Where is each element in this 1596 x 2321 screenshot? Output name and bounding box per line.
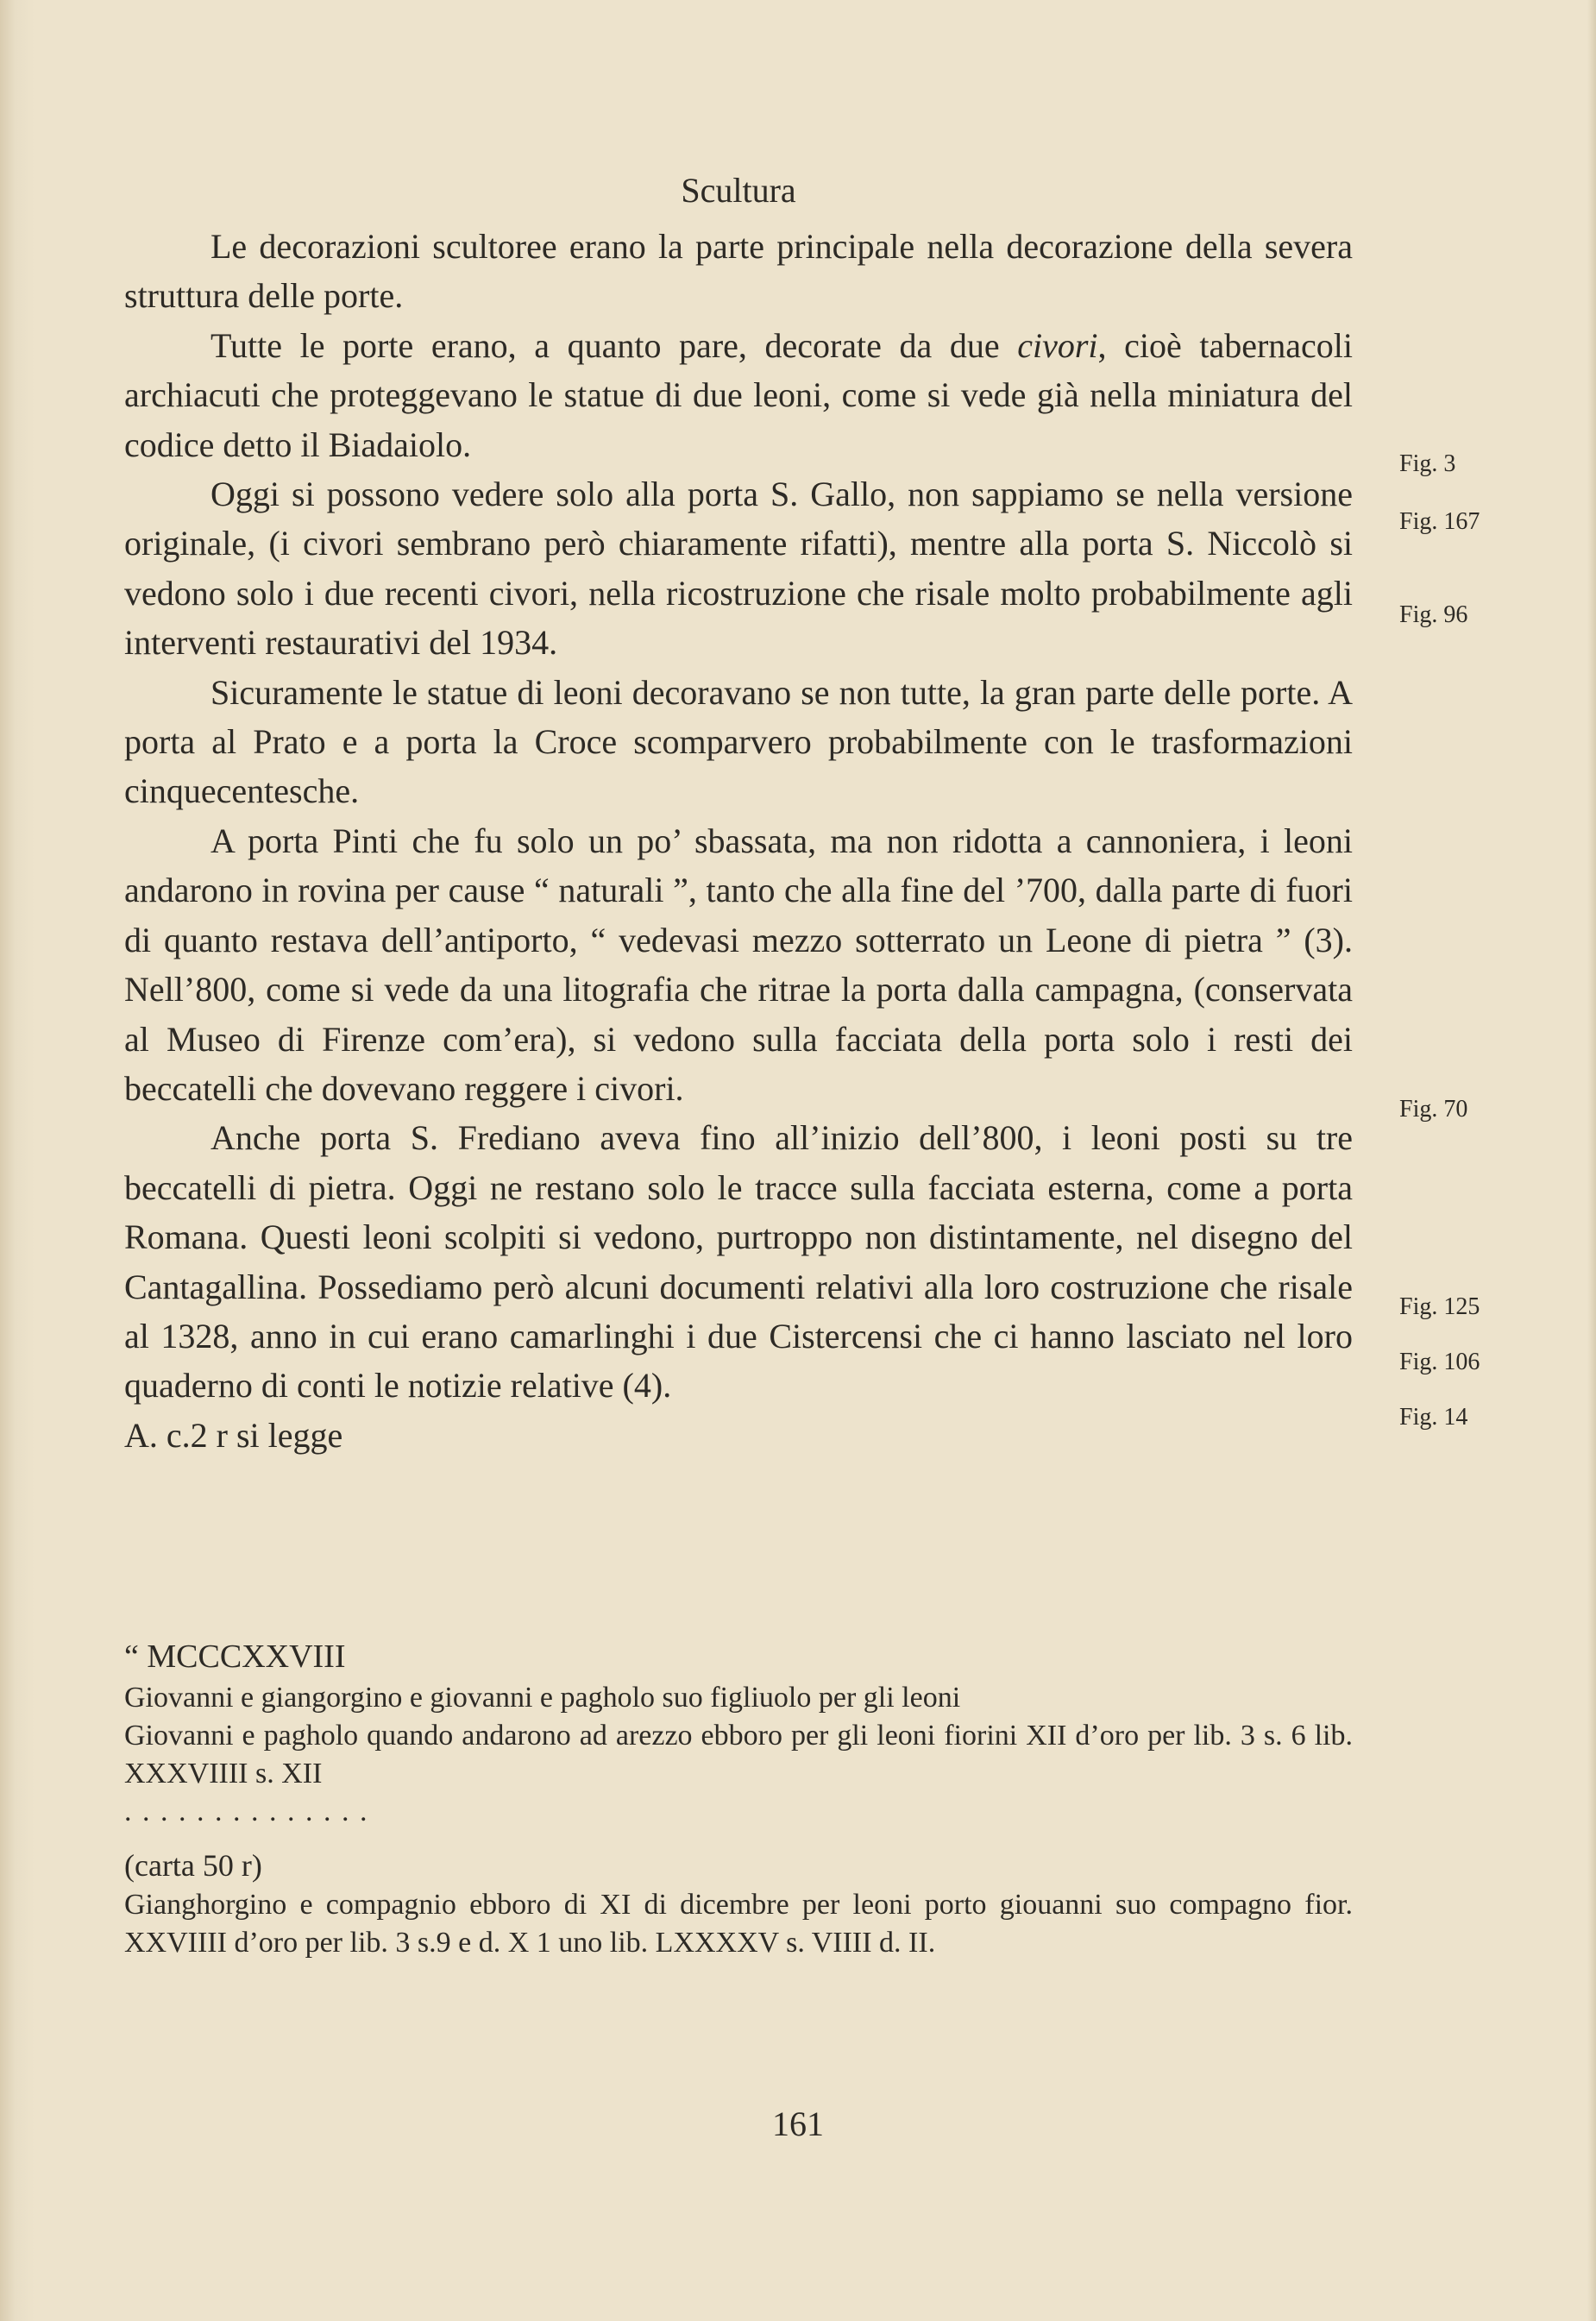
paragraph-6: Anche porta S. Frediano aveva fino all’inizio dell’800, i leoni posti su tre beccatelli di pietra. Oggi ne restano solo le tracce sulla facciata esterna, come a porta Romana. Questi leoni scolpiti si vedono, purtroppo non distintamente, nel disegno del Cantagallina. Possediamo però alcuni documenti relativi alla loro costruzione che risale al 1328, anno in cui erano camarlinghi i due Cistercensi che ci hanno lasciato nel loro quaderno di conti le notizie relative (4). <box>124 1118 1353 1406</box>
margin-note-fig: Fig. 14 <box>1399 1404 1468 1431</box>
paragraph-2-end: , cioè tabernacoli archiacuti che proteggevano le statue di due leoni, come si vede già nella miniatura del codice detto il Biadaiolo. <box>124 325 1354 464</box>
quote-source: (carta 50 r) <box>124 1848 262 1883</box>
citation-intro: A. c.2 r si legge <box>124 1415 343 1455</box>
paragraph-1: Le decorazioni scultoree erano la parte principale nella decorazione della severa struttura delle porte. <box>124 227 1353 316</box>
quote-ellipsis: . . . . . . . . . . . . . . <box>124 1796 369 1827</box>
quote-year: “ MCCCXXVIII <box>124 1639 346 1675</box>
margin-note-fig: Fig. 96 <box>1399 601 1468 628</box>
paragraph-2-start: Tutte le porte erano, a quanto pare, decorate da due <box>210 325 1018 365</box>
paragraph-4: Sicuramente le statue di leoni decoravano se non tutte, la gran parte delle porte. A porta al Prato e a porta la Croce scomparvero probabilmente con le trasformazioni cinquecentesche. <box>124 672 1353 811</box>
paragraph-3: Oggi si possono vedere solo alla porta S. Gallo, non sappiamo se nella versione originale, (i civori sembrano però chiaramente rifatti), mentre alla porta S. Niccolò si vedono solo i due recenti civori, nella ricostruzione che risale molto probabilmente agli interventi restaurativi del 1934. <box>124 475 1353 663</box>
paragraph-5: A porta Pinti che fu solo un po’ sbassata, ma non ridotta a cannoniera, i leoni andarono in rovina per cause “ naturali ”, tanto che alla fine del ’700, dalla parte di fuori di quanto restava dell’antiporto, “ vedevasi mezzo sotterrato un Leone di pietra ” (3). Nell’800, come si vede da una litografia che ritrae la porta dalla campagna, (conservata al Museo di Firenze com’era), si vedono sulla facciata della porta solo i resti dei beccatelli che dovevano reggere i civori. <box>124 821 1353 1108</box>
section-heading: Scultura <box>681 171 796 210</box>
margin-note-fig: Fig. 125 <box>1399 1293 1480 1320</box>
main-text <box>124 222 1353 1460</box>
paragraph-2-italic: civori <box>1017 325 1098 365</box>
quote-line: Gianghorgino e compagnio ebboro di XI di dicembre per leoni porto giouanni suo compagno fior. XXVIIII d’oro per lib. 3 s.9 e d. X 1 uno lib. LXXXXV s. VIIII d. II. <box>124 1889 1353 1959</box>
quote-line: Giovanni e pagholo quando andarono ad arezzo ebboro per gli leoni fiorini XII d’oro per lib. 3 s. 6 lib. XXXVIIII s. XII <box>124 1720 1353 1789</box>
margin-note-fig: Fig. 3 <box>1399 450 1456 477</box>
quote-block-2 <box>124 1845 1353 1962</box>
margin-note-fig: Fig. 70 <box>1399 1096 1468 1123</box>
quote-line: Giovanni e giangorgino e giovanni e pagholo suo figliuolo per gli leoni <box>124 1682 961 1714</box>
margin-note-fig: Fig. 167 <box>1399 508 1480 535</box>
paragraph-2 <box>124 321 1353 469</box>
quote-block-1 <box>124 1634 1353 1831</box>
page-number: 161 <box>772 2104 824 2143</box>
margin-note-fig: Fig. 106 <box>1399 1349 1480 1375</box>
